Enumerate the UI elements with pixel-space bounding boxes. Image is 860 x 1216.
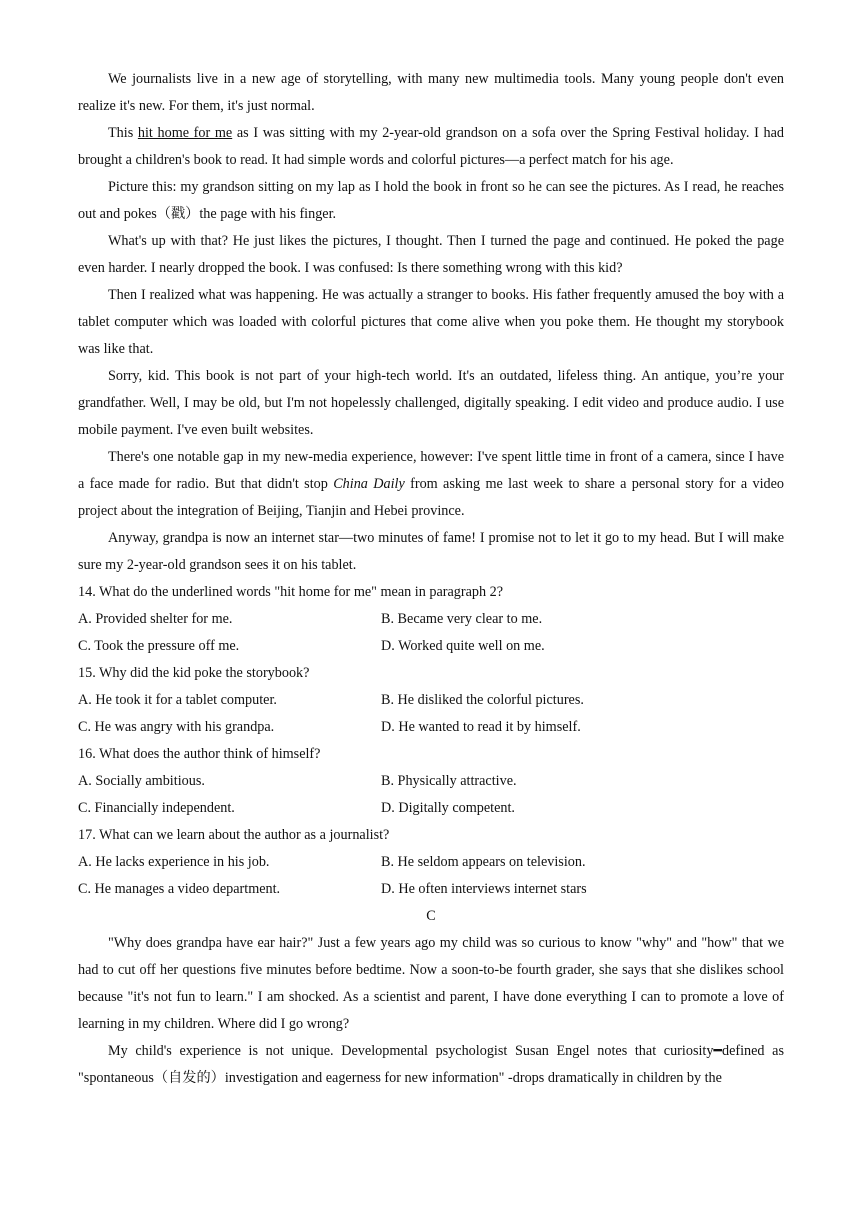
- question-stem: 16. What does the author think of himself?: [78, 746, 321, 762]
- paragraph-b8: Anyway, grandpa is now an internet star—two minutes of fame! I promise not to let it go to my head. But I will make sure my 2-year-old grandson sees it on his tablet.: [78, 530, 784, 573]
- option-c: C. He manages a video department.: [78, 881, 281, 897]
- paragraph-b6: Sorry, kid. This book is not part of your high-tech world. It's an outdated, lifeless thing. An antique, you’re your grandfather. Well, I may be old, but I'm not hopelessly challenged, digitally speaking. I edit video and produce audio. I use mobile payment. I've even built websites.: [78, 368, 784, 438]
- option-a: A. He lacks experience in his job.: [78, 854, 270, 870]
- question-stem: 14. What do the underlined words "hit home for me" mean in paragraph 2?: [78, 584, 504, 600]
- option-b: B. Physically attractive.: [381, 773, 517, 789]
- option-a: A. Provided shelter for me.: [78, 611, 233, 627]
- option-c: C. Financially independent.: [78, 800, 235, 816]
- paragraph-c2: My child's experience is not unique. Developmental psychologist Susan Engel notes that curiosity━defined as "spontaneous（自发的）investigation and eagerness for new information" -drops dramatically in children by the: [78, 1043, 784, 1086]
- paragraph-b4: What's up with that? He just likes the pictures, I thought. Then I turned the page and continued. He poked the page even harder. I nearly dropped the book. I was confused: Is there something wrong with this kid?: [78, 233, 784, 276]
- paragraph-b7-after: from asking me last week to share a personal story for a video project about the integration of Beijing, Tianjin and Hebei province.: [78, 476, 784, 519]
- underlined-phrase: hit home for me: [137, 125, 233, 141]
- option-b: B. Became very clear to me.: [381, 611, 543, 627]
- option-d: D. Digitally competent.: [381, 800, 515, 816]
- paragraph-b2-after: as I was sitting with my 2-year-old grandson on a sofa over the Spring Festival holiday. I had brought a children's book to read. It had simple words and colorful pictures—a perfect match for his age.: [78, 125, 784, 168]
- question-15: [78, 660, 784, 741]
- section-heading: C: [426, 908, 436, 924]
- question-14: [78, 579, 784, 660]
- paragraph-c1: "Why does grandpa have ear hair?" Just a few years ago my child was so curious to know "why" and "how" that we had to cut off her questions five minutes before bedtime. Now a soon-to-be fourth grader, she says that she dislikes school because "it's not fun to learn." I am shocked. As a scientist and parent, I have done everything I can to promote a love of learning in my children. Where did I go wrong?: [78, 935, 784, 1032]
- question-stem: 17. What can we learn about the author as a journalist?: [78, 827, 390, 843]
- question-stem: 15. Why did the kid poke the storybook?: [78, 665, 310, 681]
- option-d: D. Worked quite well on me.: [381, 638, 545, 654]
- option-a: A. Socially ambitious.: [78, 773, 205, 789]
- question-17: [78, 822, 784, 903]
- option-b: B. He disliked the colorful pictures.: [381, 692, 584, 708]
- option-d: D. He often interviews internet stars: [381, 881, 587, 897]
- option-b: B. He seldom appears on television.: [381, 854, 586, 870]
- paragraph-b5: Then I realized what was happening. He was actually a stranger to books. His father frequently amused the boy with a tablet computer which was loaded with colorful pictures that come alive when you poke them. He thought my storybook was like that.: [78, 287, 784, 357]
- option-c: C. He was angry with his grandpa.: [78, 719, 275, 735]
- document-page: [78, 66, 784, 1092]
- paragraph-b3: Picture this: my grandson sitting on my lap as I hold the book in front so he can see the pictures. As I read, he reaches out and pokes（戳）the page with his finger.: [78, 179, 784, 222]
- question-16: [78, 741, 784, 822]
- paragraph-b7-before: There's one notable gap in my new-media experience, however: I've spent little time in front of a camera, since I have a face made for radio. But that didn't stop: [78, 449, 784, 492]
- publication-name: China Daily: [333, 476, 405, 492]
- paragraph-b7: [78, 444, 784, 525]
- option-c: C. Took the pressure off me.: [78, 638, 240, 654]
- paragraph-b2: [78, 120, 784, 174]
- option-d: D. He wanted to read it by himself.: [381, 719, 581, 735]
- paragraph-b2-before: This: [108, 125, 138, 141]
- option-a: A. He took it for a tablet computer.: [78, 692, 277, 708]
- paragraph-b1: We journalists live in a new age of storytelling, with many new multimedia tools. Many young people don't even realize it's new. For them, it's just normal.: [78, 71, 784, 114]
